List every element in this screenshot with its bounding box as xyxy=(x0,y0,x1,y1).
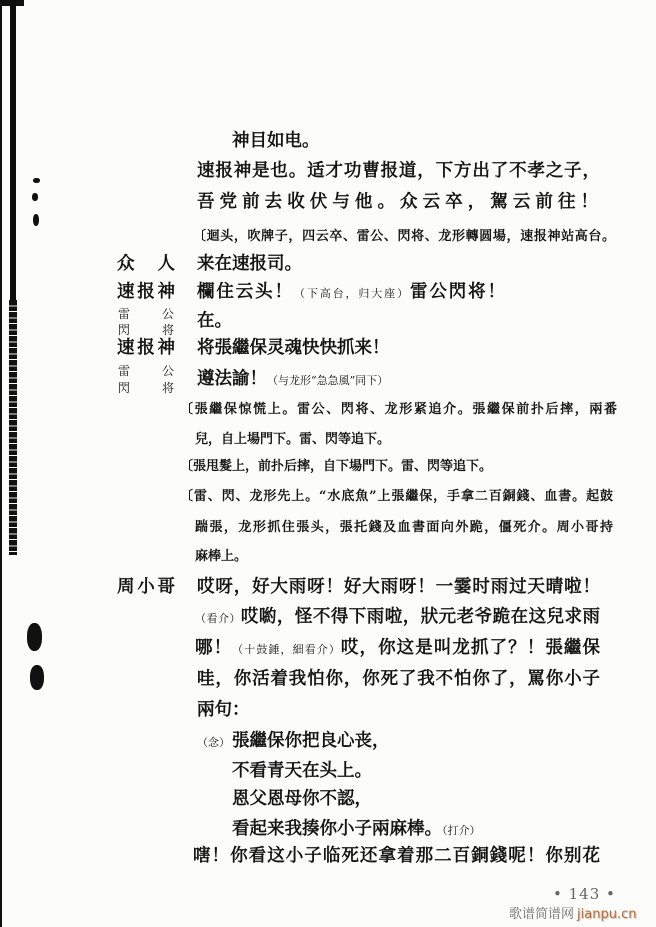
speaker-name-top: 雷公 xyxy=(118,307,174,321)
scan-speck xyxy=(32,193,38,201)
speaker-name-top: 雷公 xyxy=(118,364,174,378)
verse-line: 不看青天在头上。 xyxy=(232,761,372,781)
dialogue-line: 哇，你活着我怕你，你死了我不怕你了，罵你小子 xyxy=(197,669,600,689)
stage-aside: （打介） xyxy=(442,824,481,837)
page-number: • 143 • xyxy=(553,885,616,903)
stage-direction: 〔雷、閃、龙形先上。“水底魚”上張繼保，手拿二百銅錢、血書。起鼓 xyxy=(180,489,613,504)
dialogue-line: 嗐！你看这小子临死还拿着那二百銅錢呢！你别花 xyxy=(193,846,600,866)
stage-direction: 〔迴头，吹牌子，四云卒、雷公、閃将、龙形轉圆場，速报神站高台。 xyxy=(193,229,615,244)
verse-marker: （念） xyxy=(197,736,230,749)
stage-aside: （与龙形“急急風”同下） xyxy=(267,374,389,387)
dialogue-text: 雷公閃将！ xyxy=(409,282,506,302)
scan-ink-blot xyxy=(27,623,42,651)
verse-text: 張繼保你把良心丧， xyxy=(232,731,390,751)
scan-ink-blot xyxy=(30,665,44,690)
speaker-name-stacked xyxy=(118,306,174,338)
dialogue-line: 哎呀，好大雨呀！好大雨呀！一霎时雨过天晴啦！ xyxy=(197,577,600,597)
dialogue-text: 哎喲，怪不得下雨啦，狀元老爷跪在这兒求雨 xyxy=(240,607,601,627)
scan-binding-shadow xyxy=(10,0,16,300)
speaker-name-stacked xyxy=(118,363,174,397)
verse-text: 看起来我揍你小子兩麻棒。 xyxy=(232,819,442,839)
dialogue-line: 将張繼保灵魂快快抓来！ xyxy=(197,338,390,358)
watermark xyxy=(509,903,636,922)
stage-direction: 〔張甩髮上，前扑后摔，自下場門下。雷、閃等追下。 xyxy=(180,459,493,474)
speaker-name-bottom: 閃将 xyxy=(118,381,174,395)
stage-aside: （十鼓錘，細看介） xyxy=(232,643,341,656)
scan-speck xyxy=(33,178,40,183)
dialogue-line: 在。 xyxy=(197,311,232,331)
scan-speck xyxy=(33,214,39,226)
dialogue-text: 哎，你这是叫龙抓了？！張繼保 xyxy=(340,638,601,658)
dialogue-line xyxy=(197,284,505,302)
stage-direction: 〔張繼保惊慌上。雷公、閃将、龙形紧追介。張繼保前扑后摔，兩番 xyxy=(180,402,617,417)
speaker-name: 周小哥 xyxy=(117,577,175,597)
verse-line xyxy=(197,733,390,751)
script-line: 吾党前去收伏与他。众云卒，駕云前往！ xyxy=(197,192,598,212)
script-line: 神目如电。 xyxy=(232,131,320,151)
speaker-name: 众人 xyxy=(117,254,175,274)
speaker-name: 速报神 xyxy=(117,282,175,302)
stage-direction: 兒，自上場門下。雷、閃等追下。 xyxy=(195,432,391,447)
stage-aside: （看介） xyxy=(195,612,241,625)
dialogue-text: 遵法諭！ xyxy=(197,369,267,389)
stage-aside: （下高台，归大座） xyxy=(293,287,410,300)
verse-line xyxy=(232,821,481,839)
dialogue-line xyxy=(195,640,600,658)
dialogue-line xyxy=(195,609,600,627)
dialogue-text: 欄住云头！ xyxy=(197,282,294,302)
watermark-domain: jianpu.cn xyxy=(577,907,637,922)
stage-direction: 麻棒上。 xyxy=(195,549,248,564)
dialogue-line: 兩句： xyxy=(197,700,250,720)
dialogue-line xyxy=(197,371,388,389)
stage-direction: 踹張，龙形抓住張头，張托錢及血書面向外跪，僵死介。周小哥持 xyxy=(195,520,613,535)
watermark-site-name: 歌谱简谱网 xyxy=(509,907,575,922)
dialogue-text: 哪！ xyxy=(195,638,233,658)
scan-edge-line xyxy=(0,0,2,927)
dialogue-line: 来在速报司。 xyxy=(197,254,302,274)
scan-binding-shadow-faded xyxy=(9,300,17,555)
speaker-name: 速报神 xyxy=(117,338,175,358)
speaker-name-bottom: 閃将 xyxy=(118,323,174,337)
verse-line: 恩父恩母你不認， xyxy=(232,789,372,809)
script-line: 速报神是也。适才功曹报道，下方出了不孝之子， xyxy=(197,161,600,181)
